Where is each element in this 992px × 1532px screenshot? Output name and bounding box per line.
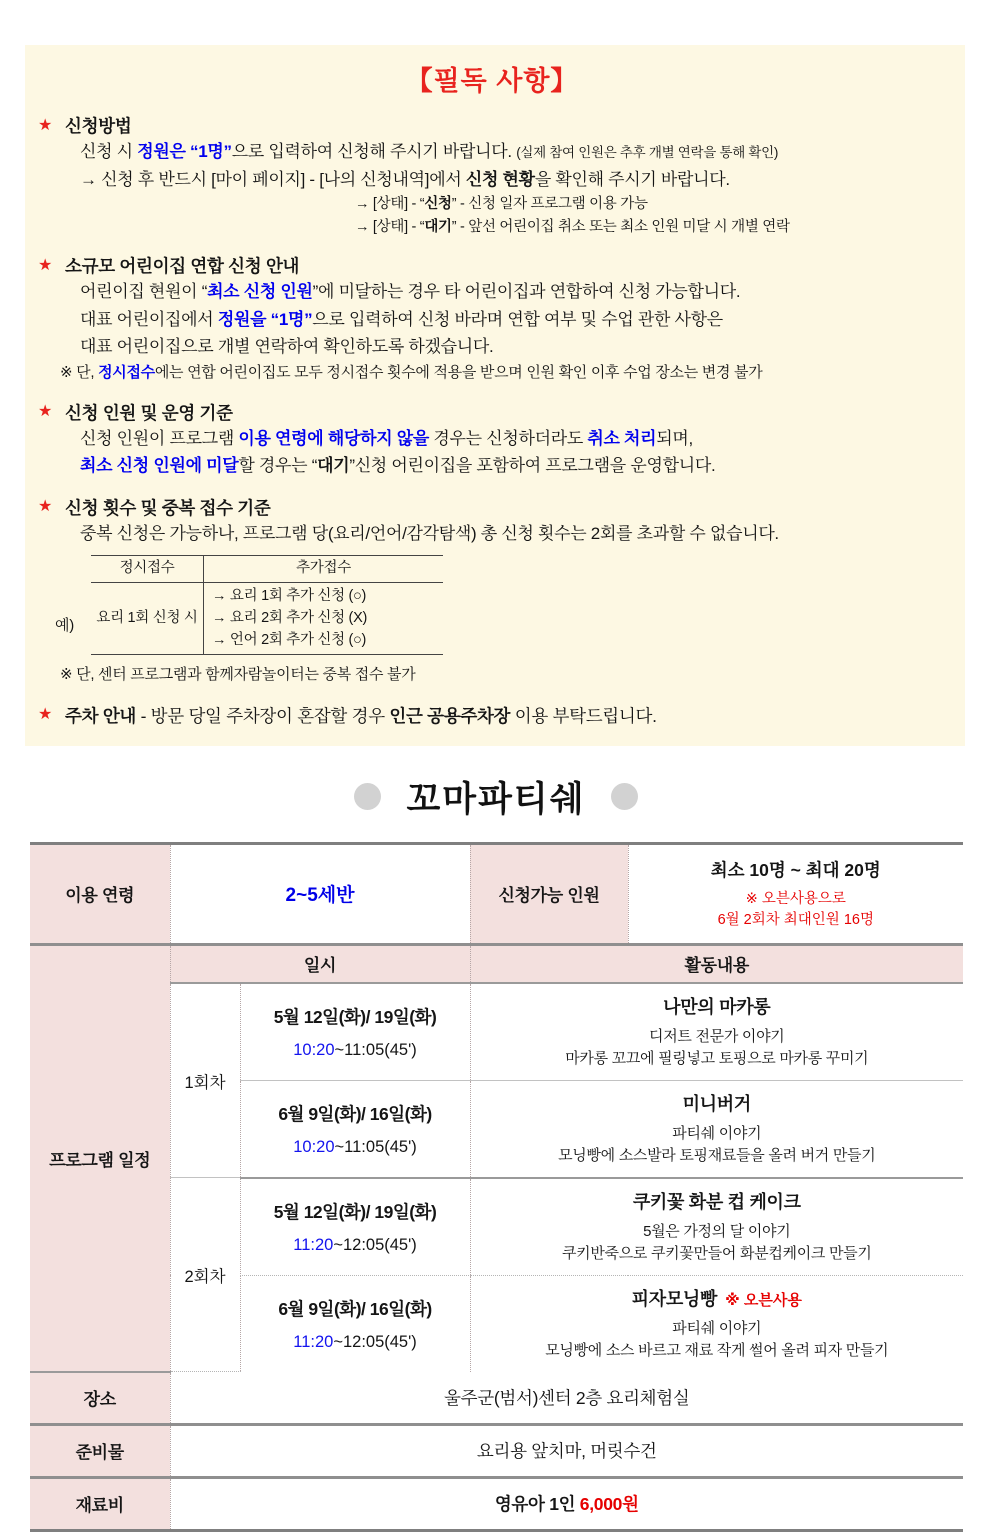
- program-title-row: [0, 772, 992, 822]
- activity-description: [483, 1318, 952, 1363]
- section-joint-apply: [33, 253, 951, 385]
- session-time: [245, 1041, 466, 1060]
- session-time: [245, 1236, 466, 1255]
- activity-desc-line: 마카롱 꼬끄에 필링넣고 토핑으로 마카롱 꾸미기: [565, 1050, 869, 1068]
- example-table: [55, 555, 951, 655]
- table-row: [30, 843, 963, 944]
- activity-desc-line: 디저트 전문가 이야기: [649, 1027, 785, 1045]
- activity-cell: [470, 1275, 963, 1372]
- session-time: [245, 1333, 466, 1352]
- session-time: [245, 1138, 466, 1157]
- example-line: → 언어 2회 추가 신청 (○): [212, 631, 367, 648]
- section-body: [33, 278, 951, 385]
- session-date: 6월 9일(화)/ 16일(화): [278, 1298, 432, 1319]
- section-heading: 신청 인원 및 운영 기준: [65, 402, 233, 423]
- emphasis-text: 인근 공용주차장: [389, 705, 511, 726]
- example-cell: [203, 583, 443, 655]
- example-table-corner: [55, 555, 91, 583]
- activity-description: [483, 1026, 952, 1071]
- text: ”에 미달하는 경우 타 어린이집과 연합하여 신청 가능합니다.: [312, 282, 741, 301]
- capacity-note-line: 6월 2회차 최대인원 16명: [717, 911, 874, 928]
- text: 이용 부탁드립니다.: [510, 705, 657, 726]
- status-line: [355, 193, 951, 215]
- time-start: 10:20: [293, 1137, 335, 1156]
- session-date: 5월 12일(화)/ 19일(화): [273, 1201, 437, 1222]
- supplies-value-cell: 요리용 앞치마, 머릿수건: [170, 1424, 963, 1477]
- table-row: [30, 1477, 963, 1530]
- activity-title: 나만의 마카롱: [663, 996, 771, 1017]
- text: 에는 연합 어린이집도 모두 정시접수 횟수에 적용을 받으며 인원 확인 이후 수업 장소는 변경 불가: [154, 363, 763, 381]
- capacity-note-line: ※ 오븐사용으로: [745, 891, 846, 908]
- activity-cell: [470, 983, 963, 1081]
- text: 신청 인원이 프로그램: [80, 428, 239, 448]
- emphasis-text: 최소 신청 인원에 미달: [80, 456, 239, 476]
- emphasis-text: 신청 현황: [465, 169, 535, 189]
- section-heading-row: [33, 703, 951, 728]
- activity-desc-line: 쿠키반죽으로 쿠키꽃만들어 화분컵케이크 만들기: [561, 1245, 872, 1263]
- text: 대표 어린이집에서: [80, 309, 218, 329]
- sub-note-line: ※ 단, 센터 프로그램과 함께자람놀이터는 중복 접수 불가: [60, 666, 416, 684]
- text: 되며,: [656, 428, 693, 448]
- section-heading-row: [33, 113, 951, 138]
- text: 으로 입력하여 신청해 주시기 바랍니다.: [231, 142, 517, 161]
- emphasis-text: 대기: [424, 218, 452, 235]
- section-operation-criteria: [33, 400, 951, 480]
- table-row: [30, 1424, 963, 1477]
- text: → [상태] - “: [355, 196, 425, 213]
- example-line: → 요리 1회 추가 신청 (○): [212, 588, 367, 605]
- time-rest: ~12:05(45'): [333, 1332, 417, 1351]
- emphasis-text: 이용 연령에 해당하지 않을: [238, 428, 429, 448]
- circle-ornament-icon: [611, 783, 638, 810]
- text: → 신청 후 반드시 [마이 페이지] - [나의 신청내역]에서: [80, 169, 466, 189]
- activity-title-row: [483, 1285, 952, 1311]
- time-rest: ~11:05(45'): [334, 1040, 417, 1059]
- session-date: 6월 9일(화)/ 16일(화): [278, 1103, 432, 1124]
- fee-amount: 6,000원: [579, 1494, 639, 1515]
- activity-desc-line: 모닝빵에 소스발라 토핑재료들을 올려 버거 만들기: [558, 1147, 876, 1165]
- section-apply-method: [33, 113, 951, 238]
- text-line: [80, 452, 951, 480]
- capacity-value-cell: [628, 843, 963, 944]
- example-line: → 요리 2회 추가 신청 (X): [212, 609, 367, 626]
- text: - 방문 당일 주차장이 혼잡할 경우: [136, 705, 390, 726]
- age-label-cell: 이용 연령: [30, 843, 170, 944]
- text-line: [80, 166, 951, 194]
- text: ” - 앞선 어린이집 취소 또는 최소 인원 미달 시 개별 연락: [451, 218, 790, 235]
- time-start: 11:20: [293, 1235, 334, 1254]
- table-row: [30, 1372, 963, 1425]
- capacity-value: 최소 10명 ~ 최대 20명: [710, 860, 881, 881]
- session-date: 5월 12일(화)/ 19일(화): [273, 1006, 437, 1027]
- text: 신청 시: [80, 142, 138, 161]
- capacity-label-cell: 신청가능 인원: [470, 843, 628, 944]
- location-label-cell: 장소: [30, 1372, 170, 1425]
- emphasis-text: 취소 처리: [587, 428, 657, 448]
- oven-use-note: ※ 오븐사용: [725, 1291, 802, 1309]
- time-rest: ~11:05(45'): [334, 1137, 417, 1156]
- text-line: [80, 425, 951, 453]
- text: 경우는 신청하더라도: [429, 428, 588, 448]
- emphasis-text: 정시접수: [98, 363, 155, 381]
- emphasis-text: 최소 신청 인원: [207, 282, 313, 301]
- fee-prefix: 영유아 1인: [494, 1494, 580, 1515]
- activity-desc-line: 파티쉐 이야기: [672, 1124, 762, 1142]
- star-icon: ★: [38, 706, 53, 724]
- text-line: 대표 어린이집으로 개별 연락하여 확인하도록 하겠습니다.: [80, 337, 494, 357]
- notice-panel: [25, 45, 965, 746]
- activity-description: [483, 1221, 952, 1266]
- star-icon: ★: [38, 116, 53, 134]
- text-line: [80, 138, 951, 166]
- activity-title: 쿠키꽃 화분 컵 케이크: [632, 1191, 801, 1212]
- activity-desc-line: 모닝빵에 소스 바르고 재료 작게 썰어 올려 피자 만들기: [545, 1342, 889, 1360]
- text: ”신청 어린이집을 포함하여 프로그램을 운영합니다.: [349, 456, 716, 476]
- section-body: [33, 138, 951, 238]
- inline-note: (실제 참여 인원은 추후 개별 연락을 통해 확인): [516, 145, 779, 160]
- activity-desc-line: 파티쉐 이야기: [672, 1319, 762, 1337]
- schedule-row: [30, 1178, 963, 1276]
- activity-title: 미니버거: [682, 1093, 751, 1114]
- section-heading: 주차 안내: [65, 705, 137, 726]
- age-value-cell: 2~5세반: [170, 843, 470, 944]
- text-line: 중복 신청은 가능하나, 프로그램 당(요리/언어/감각탐색) 총 신청 횟수는 2회를 초과할 수 없습니다.: [80, 523, 779, 543]
- text-line: [80, 278, 951, 306]
- activity-title: 피자모닝빵: [631, 1288, 718, 1309]
- star-icon: ★: [38, 403, 53, 421]
- parking-line: [65, 703, 657, 728]
- text-line: [80, 306, 951, 334]
- emphasis-text: 정원은 “1명”: [137, 142, 232, 161]
- star-icon: ★: [38, 256, 53, 274]
- example-row-label: 예): [55, 616, 74, 634]
- section-heading: 신청방법: [65, 116, 132, 136]
- notice-title: 【필독 사항】: [405, 66, 579, 96]
- emphasis-text: 대기: [317, 456, 350, 476]
- datetime-cell: [240, 1275, 470, 1372]
- section-heading: 소규모 어린이집 연합 신청 안내: [65, 256, 300, 276]
- location-value-cell: 울주군(범서)센터 2층 요리체험실: [170, 1372, 963, 1425]
- text: 할 경우는 “: [238, 456, 318, 476]
- text: 으로 입력하여 신청 바라며 연합 여부 및 수업 관한 사항은: [312, 309, 723, 329]
- time-start: 11:20: [293, 1332, 334, 1351]
- table-row: [30, 944, 963, 983]
- program-title: 꼬마파티쉐: [406, 779, 586, 819]
- page: [0, 45, 992, 1532]
- circle-ornament-icon: [354, 783, 381, 810]
- text: 을 확인해 주시기 바랍니다.: [534, 169, 730, 189]
- text: ” - 신청 일자 프로그램 이용 가능: [451, 196, 648, 213]
- emphasis-text: 신청: [424, 196, 452, 213]
- section-heading-row: [33, 400, 951, 425]
- section-heading-row: [33, 253, 951, 278]
- star-icon: ★: [38, 498, 53, 516]
- time-start: 10:20: [293, 1040, 335, 1059]
- activity-cell: [470, 1080, 963, 1178]
- capacity-note: [629, 889, 964, 930]
- section-heading: 신청 횟수 및 중복 접수 기준: [65, 497, 271, 518]
- schedule-label-cell: 프로그램 일정: [30, 944, 170, 1372]
- example-col-header: 추가접수: [203, 555, 443, 583]
- round-label-cell: 1회차: [170, 983, 240, 1178]
- example-col-header: 정시접수: [91, 555, 203, 583]
- datetime-cell: [240, 983, 470, 1081]
- section-heading-row: [33, 495, 951, 520]
- datetime-cell: [240, 1178, 470, 1276]
- supplies-label-cell: 준비물: [30, 1424, 170, 1477]
- text: 어린이집 현원이 “: [80, 282, 208, 301]
- activity-cell: [470, 1178, 963, 1276]
- section-count-criteria: [33, 495, 951, 688]
- activity-description: [483, 1123, 952, 1168]
- fee-label-cell: 재료비: [30, 1477, 170, 1530]
- example-cell: 요리 1회 신청 시: [91, 583, 203, 655]
- program-table: [30, 842, 963, 1532]
- text: ※ 단,: [60, 363, 99, 381]
- section-body: [33, 520, 951, 688]
- round-label-cell: 2회차: [170, 1178, 240, 1372]
- status-line: [355, 216, 951, 238]
- text: → [상태] - “: [355, 218, 425, 235]
- section-body: [33, 425, 951, 480]
- schedule-row: [30, 983, 963, 1081]
- activity-desc-line: 5월은 가정의 달 이야기: [643, 1222, 791, 1240]
- datetime-header-cell: 일시: [170, 944, 470, 983]
- activity-header-cell: 활동내용: [470, 944, 963, 983]
- emphasis-text: 정원을 “1명”: [217, 309, 313, 329]
- datetime-cell: [240, 1080, 470, 1178]
- sub-note-line: [60, 361, 951, 385]
- section-parking: [33, 703, 951, 728]
- fee-value-cell: [170, 1477, 963, 1530]
- time-rest: ~12:05(45'): [333, 1235, 417, 1254]
